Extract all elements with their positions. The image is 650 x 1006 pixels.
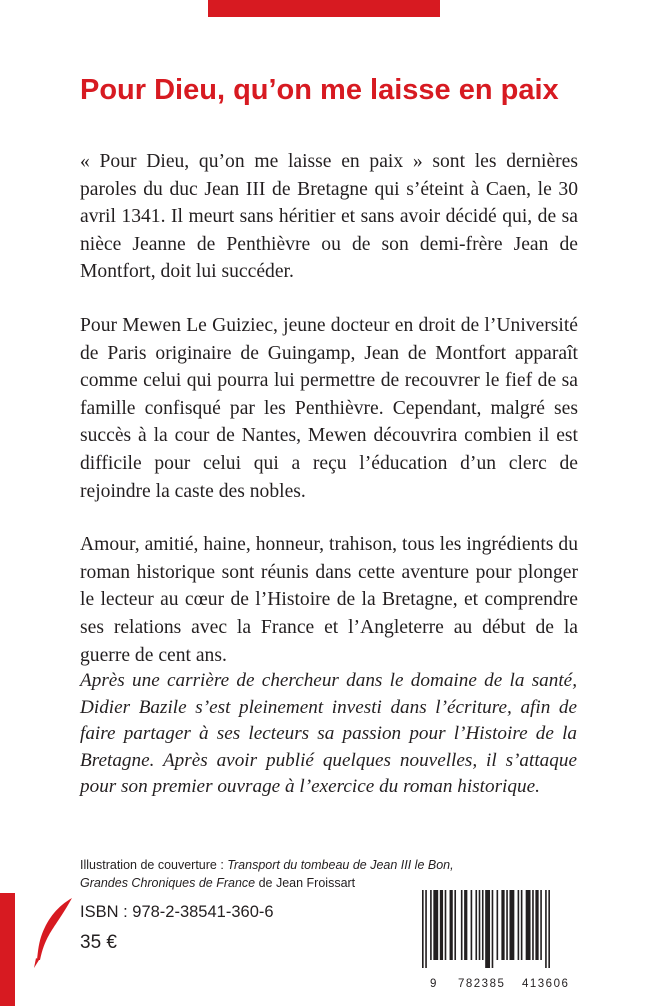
barcode-bar: [471, 890, 473, 960]
barcode-bar: [461, 890, 463, 960]
price: 35 €: [80, 932, 117, 953]
barcode-bar: [485, 890, 490, 968]
synopsis-paragraph-1: « Pour Dieu, qu’on me laisse en paix » sont les dernières paroles du duc Jean III de Bretagne qui s’éteint à Caen, le 30 avril 1341. Il meurt sans héritier et sans avoir décidé qui, de sa nièce Jeanne de Penthièvre ou de son demi-frère Jean de Montfort, doit lui succéder.: [80, 151, 578, 283]
barcode-bar: [540, 890, 542, 960]
barcode-bar: [430, 890, 432, 960]
credit-work: Transport du tombeau de Jean III le Bon, Grandes Chroniques de France: [80, 858, 454, 890]
barcode-bar: [440, 890, 443, 960]
barcode-digits: [414, 978, 594, 994]
barcode-bar: [532, 890, 534, 960]
barcode-bar: [492, 890, 494, 968]
barcode-bar: [479, 890, 481, 960]
author-bio: Après une carrière de chercheur dans le domaine de la santé, Didier Bazile s’est pleinement investi dans l’écriture, afin de faire partager à ses lecteurs sa passion pour l’Histoire de la Bretagne. Après avoir publié quelques nouvelles, il s’attaque pour son premier ouvrage à l’exercice du roman historique.: [80, 670, 577, 798]
red-quill-icon: [32, 896, 76, 968]
barcode-bar: [422, 890, 424, 968]
barcode-bar: [535, 890, 538, 960]
left-red-band: [0, 893, 15, 1006]
synopsis: [80, 148, 578, 669]
synopsis-paragraph-3: Amour, amitié, haine, honneur, trahison, tous les ingrédients du roman historique sont réunis dans cette aventure pour plonger le lecteur au cœur de l’Histoire de la Bretagne, et comprendre ses relations avec la France et l’Angleterre au début de la guerre de cent ans.: [80, 534, 578, 666]
barcode-bar: [509, 890, 514, 960]
barcode-bar: [518, 890, 520, 960]
credit-author: de Jean Froissart: [255, 876, 356, 890]
barcode-bars: [414, 890, 594, 968]
barcode-right-group: 413606: [522, 978, 570, 990]
barcode-bar: [464, 890, 467, 960]
barcode-bar: [497, 890, 499, 960]
barcode-bar: [425, 890, 427, 968]
barcode-bar: [475, 890, 477, 960]
isbn: ISBN : 978-2-38541-360-6: [80, 903, 274, 921]
synopsis-paragraph-2: Pour Mewen Le Guiziec, jeune docteur en droit de l’Université de Paris originaire de Guingamp, Jean de Montfort apparaît comme celui qui pourra lui permettre de recouvrer le fief de sa famille confisqué par les Penthièvre. Cependant, malgré ses succès à la cour de Nantes, Mewen découvrira combien il est difficile pour celui qui a reçu l’éducation d’un clerc de rejoindre la caste des nobles.: [80, 314, 578, 502]
barcode-bar: [506, 890, 508, 960]
top-red-tab: [208, 0, 440, 17]
barcode-left-group: 782385: [458, 978, 506, 990]
barcode-bar: [545, 890, 547, 968]
cover-credit: [80, 856, 460, 892]
barcode-bar: [445, 890, 447, 960]
barcode-bar: [521, 890, 523, 960]
barcode-bar: [450, 890, 453, 960]
barcode-first-digit: 9: [430, 978, 437, 990]
barcode-bar: [433, 890, 438, 960]
barcode: [414, 880, 594, 998]
credit-label: Illustration de couverture :: [80, 858, 228, 872]
book-title: Pour Dieu, qu’on me laisse en paix: [80, 74, 559, 106]
barcode-bar: [501, 890, 504, 960]
barcode-bar: [548, 890, 550, 968]
barcode-bar: [454, 890, 456, 960]
barcode-bar: [526, 890, 531, 960]
barcode-bar: [482, 890, 484, 960]
